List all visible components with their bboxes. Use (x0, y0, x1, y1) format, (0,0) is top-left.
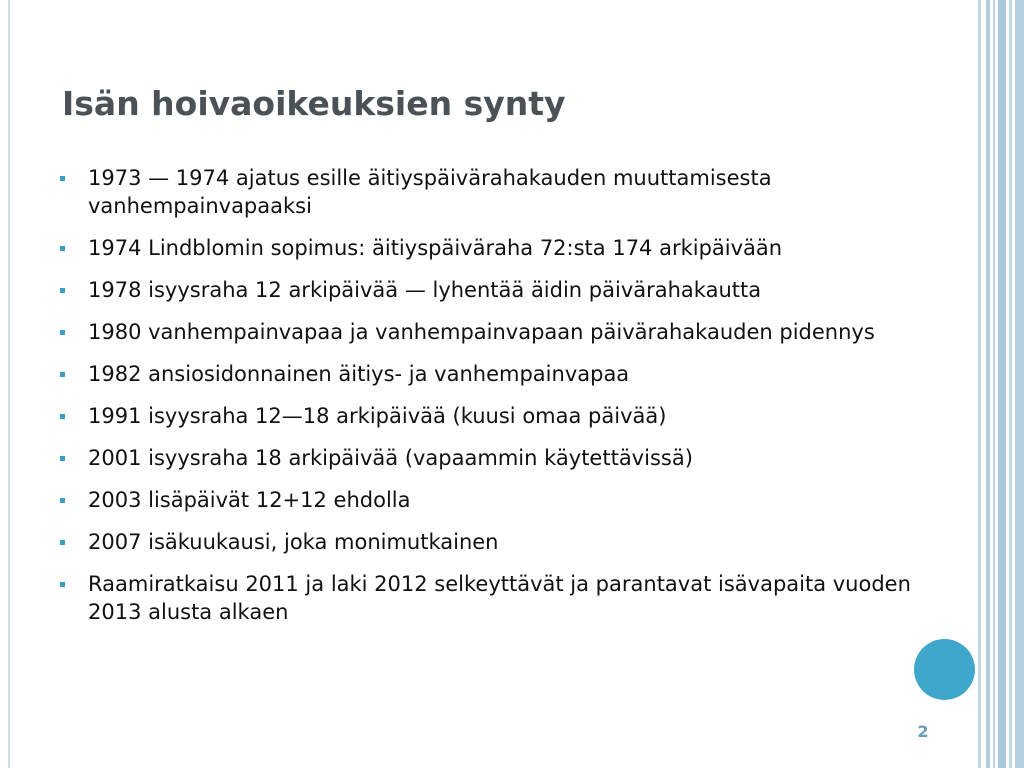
bullet-item (58, 360, 938, 388)
bullet-marker-icon (60, 330, 65, 335)
bullet-text: 2001 isyysraha 18 arkipäivää (vapaammin käytettävissä) (88, 446, 693, 470)
bullet-text: 1978 isyysraha 12 arkipäivää — lyhentää äidin päivärahakautta (88, 278, 762, 302)
slide-title: Isän hoivaoikeuksien synty (62, 84, 566, 123)
bullet-marker-icon (60, 456, 65, 461)
bullet-marker-icon (60, 498, 65, 503)
decorative-stripe (986, 0, 990, 768)
bullet-text: 2007 isäkuukausi, joka monimutkainen (88, 530, 499, 554)
bullet-item (58, 276, 938, 304)
bullet-marker-icon (60, 582, 65, 587)
bullet-item (58, 528, 938, 556)
bullet-marker-icon (60, 288, 65, 293)
bullet-text: 1973 — 1974 ajatus esille äitiyspäivärahakauden muuttamisesta vanhempainvapaaksi (88, 166, 772, 218)
bullet-marker-icon (60, 414, 65, 419)
bullet-item (58, 402, 938, 430)
decorative-circle (914, 639, 975, 700)
bullet-text: 1974 Lindblomin sopimus: äitiyspäiväraha 72:sta 174 arkipäivään (88, 236, 783, 260)
bullet-item (58, 570, 938, 626)
bullet-marker-icon (60, 540, 65, 545)
bullet-text: 2003 lisäpäivät 12+12 ehdolla (88, 488, 411, 512)
bullet-item (58, 486, 938, 514)
decorative-stripe (1009, 0, 1012, 768)
bullet-text: Raamiratkaisu 2011 ja laki 2012 selkeyttävät ja parantavat isävapaita vuoden 2013 alusta alkaen (88, 572, 911, 624)
bullet-marker-icon (60, 372, 65, 377)
bullet-item (58, 318, 938, 346)
bullet-item (58, 164, 938, 220)
bullet-text: 1991 isyysraha 12—18 arkipäivää (kuusi omaa päivää) (88, 404, 667, 428)
decorative-stripe (993, 0, 995, 768)
bullet-text: 1980 vanhempainvapaa ja vanhempainvapaan päivärahakauden pidennys (88, 320, 875, 344)
bullet-marker-icon (60, 246, 65, 251)
bullet-item (58, 234, 938, 262)
decorative-stripe (1015, 0, 1024, 768)
decorative-stripe (978, 0, 981, 768)
bullet-text: 1982 ansiosidonnainen äitiys- ja vanhempainvapaa (88, 362, 630, 386)
bullet-marker-icon (60, 176, 65, 181)
page-number: 2 (917, 722, 929, 741)
bullet-item (58, 444, 938, 472)
bullet-list (58, 164, 938, 640)
decorative-stripe (998, 0, 1006, 768)
left-frame-line (8, 0, 10, 768)
